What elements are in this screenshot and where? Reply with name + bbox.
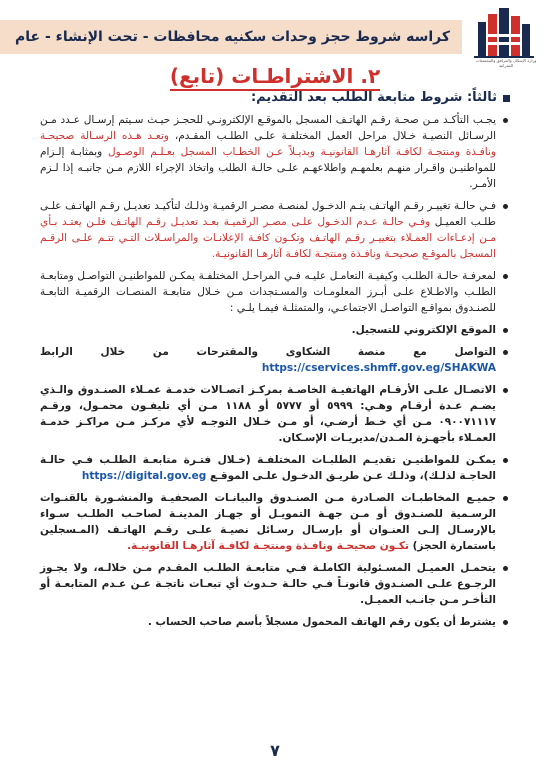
list-item xyxy=(40,198,510,262)
list-item xyxy=(40,112,510,192)
list-item xyxy=(40,344,510,376)
item-text: الموقع الإلكتروني للتسجيل. xyxy=(351,324,496,336)
item-text: وبمثابـة إلـزام للمواطنيـن واقـرار منهـم بعلمهـم واطلاعهـم علـى حالـة الطلب واتخاذ الإجراء اللازم مـن جانبـه إذا لـزم الأمـر. xyxy=(40,146,496,190)
item-text: التواصل مع منصة الشكاوى والمقترحات من خلال الرابط xyxy=(40,346,496,358)
page-header xyxy=(0,0,550,74)
item-highlight: وفـي حالـة عـدم الدخـول علـى مصـر الرقميـة بعـد تعديـل رقـم الهاتـف فلـن يعتـد بـأي مـن إدعـاءات العمـلاء بتغييـر رقـم الهاتـف وتكـون كافـة الإعلانـات والمراسـلات التـي تتـم علـى الرقـم المسجل بالموقـع صحيحـة ونافـذة ومنتجـة لكافـة آثارهـا القانونيـة. xyxy=(40,216,496,260)
item-text: لمعرفـة حالـة الطلـب وكيفيـة التعامـل عليـه فـي المراحـل المختلفـة يمكـن للمواطنيـن التواصـل ومتابعـة الطلـب والاطـلاع علـى أبـرز المعلومـات والمسـتجدات مـن خـلال متابعـة المنصـات الرقميـة التابعـة للصنـدوق بمواقـع التواصـل الاجتماعـي، والمتمثلـة فيمـا يلـي : xyxy=(40,270,496,314)
header-title: كراسه شروط حجز وحدات سكنيه محافظات - تحت الإنشاء - عام xyxy=(15,29,450,45)
item-text: يتحمـل العميـل المسـئولية الكاملـة فـي متابعـة الطلـب المقـدم مـن خلالـه، ولا يجـوز الرجـوع علـى الصنـدوق قانونـاً فـي حالـة حـدوث أي تبعـات ناتجـة عـن عـدم المتابعـة أو التأخـر مـن جانـب العميـل. xyxy=(40,562,496,606)
list-item xyxy=(40,614,510,630)
subheading-text: ثالثاً: شروط متابعة الطلب بعد التقديم: xyxy=(250,90,497,105)
item-text: يمكـن للمواطنيـن تقديـم الطلبـات المختلفـة (خـلال فتـرة متابعـة الطلـب فـي حالـة الحاجـة لذلـك)، وذلـك عـن طريـق الدخـول علـى الموقـع xyxy=(40,454,496,482)
section-title-text: ٢. الاشتراطـات (تابع) xyxy=(170,64,380,91)
item-text: جميـع المخاطبـات الصـادرة مـن الصنـدوق والبيانـات الصحفيـة والمنشـورة بالقنـوات الرسـمية للصنـدوق أو مـن جهـة التمويـل أو جهـاز المدينـة لصاحـب الطلـب سـواء بالإرسـال إلـى العنـوان أو بإرسـال رسـائل نصيـة علـى رقـم الهاتـف (المـسجلين باستمارة الحجز) xyxy=(40,492,496,552)
list-item xyxy=(40,452,510,484)
conditions-list xyxy=(40,112,510,630)
item-text: يجـب التأكـد مـن صحـة رقـم الهاتـف المسجل بالموقـع الإلكترونـي للحجـز حيـث سـيتم إرسـال عـدد مـن الرسـائل النصيـة خـلال مراحل العمل المختلفـة علـى الطلـب المقـدم، xyxy=(40,114,496,142)
building-logo-icon xyxy=(468,4,544,66)
subheading xyxy=(40,90,510,106)
logo-caption: وزارة الإسكان والمرافق والمجتمعات العمرانية xyxy=(475,58,537,68)
section-title xyxy=(0,64,550,88)
main-content xyxy=(40,90,510,636)
item-text: الاتصـال علـى الأرقـام الهاتفيـة الخاصـة بمركـز اتصـالات خدمـة عمـلاء الصنـدوق والـذي يضـم عـدة أرقـام وهـي: ٥٩٩٩ أو ٥٧٧٧ أو ١١٨٨ مـن أي تليفـون محمـول، ورقـم ٠٩٠٠٧١١١٧ مـن أي خـط أرضـي، أو مـن خـلال التوجـه لأي مركـز مـن مراكـز خدمـة العمـلاء بأجهـزة المـدن/مديريـات الإسـكان. xyxy=(40,384,496,444)
item-text: يشترط أن يكون رقم الهاتف المحمول مسجلاً بأسم صاحب الحساب . xyxy=(147,616,496,628)
digital-link[interactable]: https://digital.gov.eg xyxy=(81,470,207,482)
page-number: ٧ xyxy=(270,741,280,760)
item-highlight: وتعـد هـذه الرسـالة صحيحـة ونافـذة ومنتجـة لكافـة آثارهـا القانونيـة وبديـلاً عـن الخطـاب المسجل بعـلـم الوصـول xyxy=(40,130,497,158)
list-item xyxy=(40,322,510,338)
item-text: فـي حالـة تغييـر رقـم الهاتـف يتـم الدخـول لمنصـة مصـر الرقميـة وذلـك لتأكيـد تعديـل رقـم الهاتـف علـى طلـب العميـل xyxy=(40,200,497,228)
shakwa-link[interactable]: https://cservices.shmff.gov.eg/SHAKWA xyxy=(261,362,496,374)
list-item xyxy=(40,560,510,608)
list-item xyxy=(40,268,510,316)
ministry-logo xyxy=(462,0,550,72)
square-bullet-icon xyxy=(503,95,510,102)
list-item xyxy=(40,382,510,446)
item-highlight: تكـون صحيحـة ونافـذة ومنتجـة لكافـة آثارهـا القانونيـة. xyxy=(127,540,409,552)
list-item xyxy=(40,490,510,554)
